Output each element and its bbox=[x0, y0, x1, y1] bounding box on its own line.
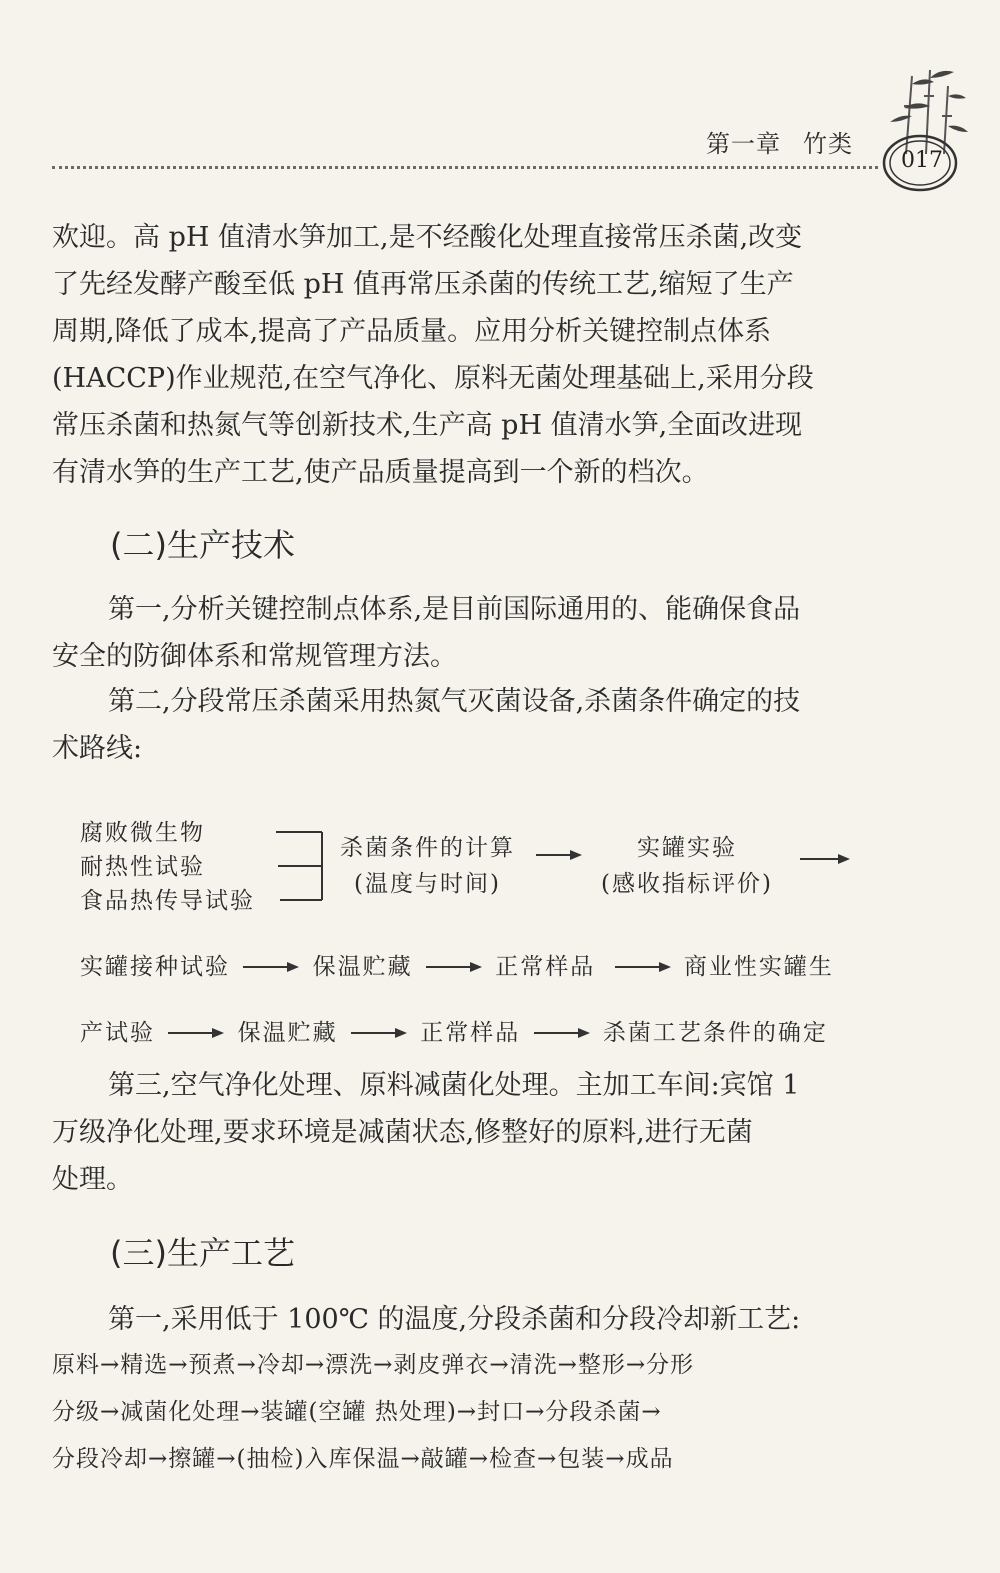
process-line: 原料→精选→预煮→冷却→漂洗→剥皮弹衣→清洗→整形→分形 bbox=[52, 1352, 695, 1378]
flow-step-can-test bbox=[582, 830, 792, 902]
text-line: 第三,空气净化处理、原料减菌化处理。主加工车间:宾馆 1 bbox=[108, 1070, 800, 1101]
flow-step-sublabel: (温度与时间) bbox=[354, 871, 501, 897]
flow-step: 保温贮藏 bbox=[312, 954, 413, 980]
chapter-title: 竹类 bbox=[803, 130, 853, 158]
process-line: 分级→减菌化处理→装罐(空罐 热处理)→封口→分段杀菌→ bbox=[52, 1399, 662, 1425]
flow-step: 正常样品 bbox=[495, 954, 596, 980]
flow-input: 耐热性试验 bbox=[80, 854, 205, 880]
flow-step: 产试验 bbox=[80, 1020, 155, 1046]
arrow-right-icon bbox=[347, 1026, 411, 1040]
flow-inputs bbox=[80, 816, 255, 918]
arrow-right-icon bbox=[422, 960, 486, 974]
running-header bbox=[706, 124, 853, 159]
header-dotted-rule bbox=[52, 166, 878, 169]
flow-row-3 bbox=[80, 1014, 828, 1047]
paragraph-intro bbox=[52, 214, 878, 496]
flow-input: 腐败微生物 bbox=[80, 820, 205, 846]
flow-step: 正常样品 bbox=[420, 1020, 521, 1046]
arrow-right-icon bbox=[800, 852, 850, 866]
text-line: 欢迎。高 pH 值清水笋加工,是不经酸化处理直接常压杀菌,改变 bbox=[52, 222, 803, 253]
arrow-right-icon bbox=[164, 1026, 228, 1040]
arrow-right-icon bbox=[536, 848, 582, 862]
arrow-right-icon bbox=[530, 1026, 594, 1040]
paragraph-point-one bbox=[52, 586, 878, 680]
text-line: 周期,降低了成本,提高了产品质量。应用分析关键控制点体系 bbox=[52, 316, 772, 347]
text-line: 第一,分析关键控制点体系,是目前国际通用的、能确保食品 bbox=[108, 594, 801, 625]
flow-row-2 bbox=[80, 948, 834, 981]
text-line: 有清水笋的生产工艺,使产品质量提高到一个新的档次。 bbox=[52, 457, 709, 488]
text-line: 第一,采用低于 100℃ 的温度,分段杀菌和分段冷却新工艺: bbox=[108, 1304, 801, 1335]
flow-bracket bbox=[270, 820, 340, 910]
flow-step: 实罐接种试验 bbox=[80, 954, 230, 980]
flow-input: 食品热传导试验 bbox=[80, 888, 255, 914]
text-line: 安全的防御体系和常规管理方法。 bbox=[52, 641, 457, 672]
paragraph-point-three bbox=[52, 1062, 878, 1203]
paragraph-point-two bbox=[52, 678, 878, 772]
flow-step-calculation bbox=[340, 830, 515, 902]
process-chain bbox=[52, 1342, 878, 1483]
flow-step: 商业性实罐生 bbox=[683, 954, 834, 980]
section-heading-production-process: (三)生产工艺 bbox=[110, 1234, 295, 1272]
flow-step-label: 实罐实验 bbox=[637, 835, 737, 861]
text-line: 第二,分段常压杀菌采用热氮气灭菌设备,杀菌条件确定的技 bbox=[108, 686, 801, 717]
text-line: 处理。 bbox=[52, 1164, 133, 1195]
flow-step-sublabel: (感收指标评价) bbox=[601, 871, 773, 897]
page-number: 017 bbox=[901, 148, 943, 173]
text-line: 术路线: bbox=[52, 733, 143, 764]
flow-step-label: 杀菌条件的计算 bbox=[340, 835, 515, 861]
chapter-label: 第一章 bbox=[706, 130, 781, 158]
text-line: 了先经发酵产酸至低 pH 值再常压杀菌的传统工艺,缩短了生产 bbox=[52, 269, 794, 300]
paragraph-process-intro bbox=[52, 1296, 878, 1343]
text-line: 万级净化处理,要求环境是减菌状态,修整好的原料,进行无菌 bbox=[52, 1117, 753, 1148]
arrow-right-icon bbox=[239, 960, 303, 974]
text-line: 常压杀菌和热氮气等创新技术,生产高 pH 值清水笋,全面改进现 bbox=[52, 410, 803, 441]
arrow-right-icon bbox=[605, 960, 675, 974]
flow-step: 保温贮藏 bbox=[237, 1020, 338, 1046]
flow-step: 杀菌工艺条件的确定 bbox=[602, 1020, 828, 1046]
section-heading-production-technology: (二)生产技术 bbox=[110, 526, 295, 564]
text-line: (HACCP)作业规范,在空气净化、原料无菌处理基础上,采用分段 bbox=[52, 363, 814, 394]
process-line: 分段冷却→擦罐→(抽检)入库保温→敲罐→检查→包装→成品 bbox=[52, 1446, 674, 1472]
